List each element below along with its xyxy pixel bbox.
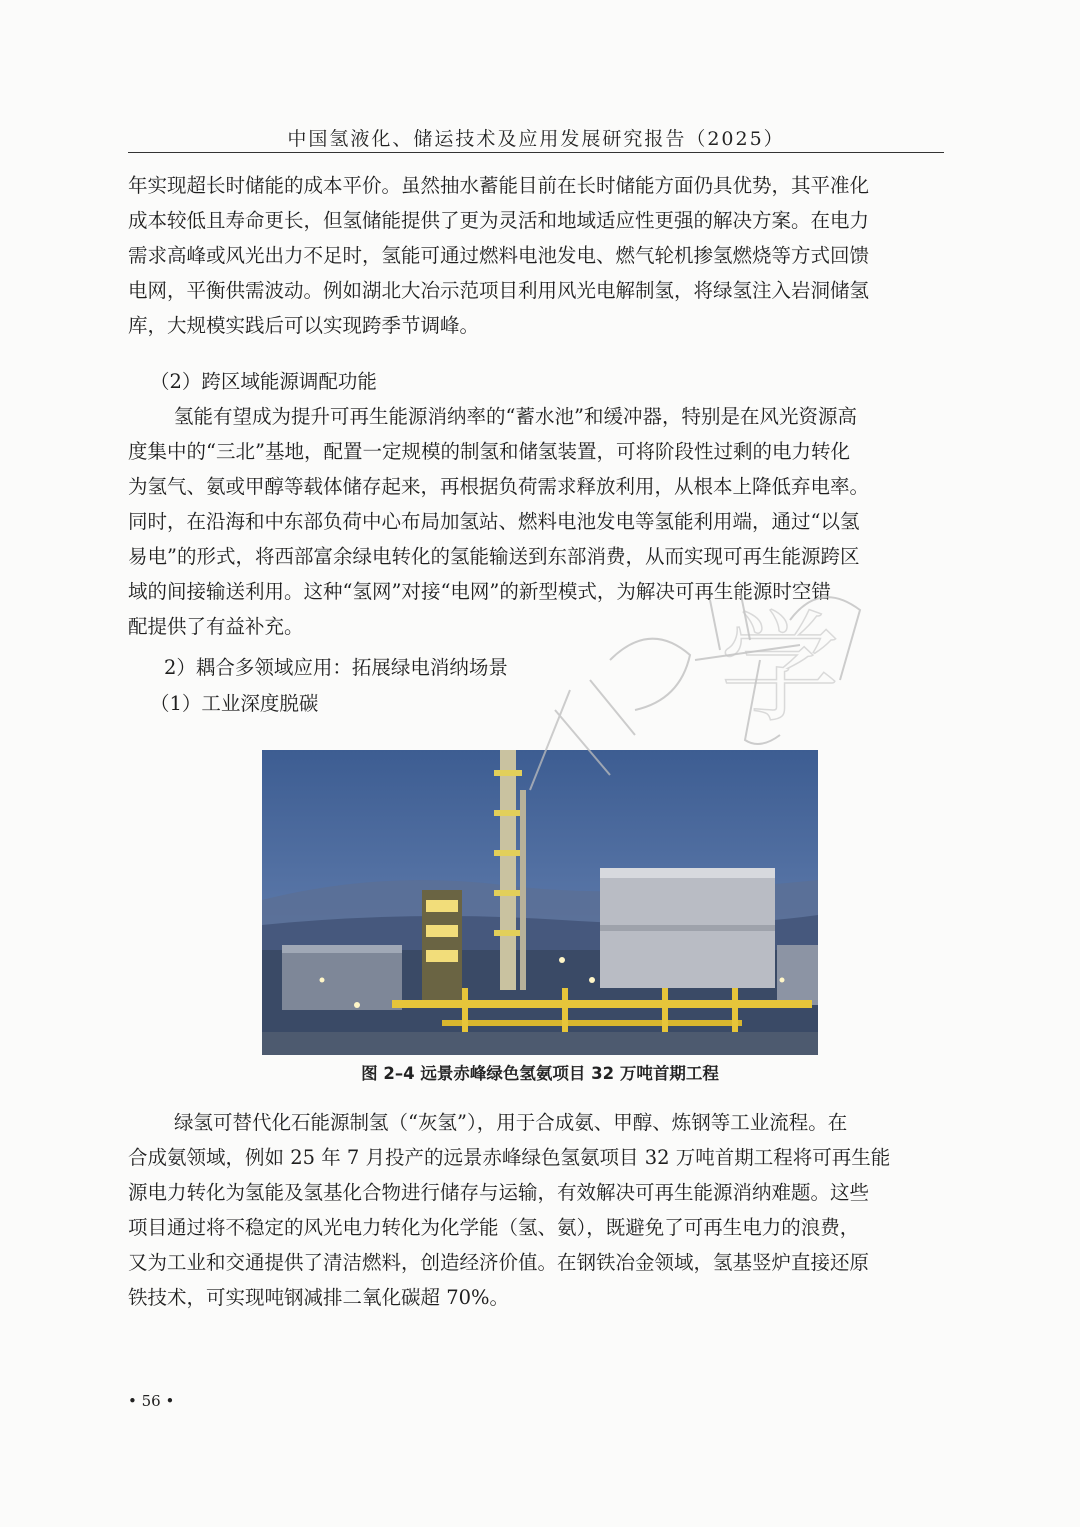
paragraph-line: 又为工业和交通提供了清洁燃料，创造经济价值。在钢铁冶金领域，氢基竖炉直接还原 (128, 1251, 870, 1274)
paragraph-line: 合成氨领域，例如 25 年 7 月投产的远景赤峰绿色氢氨项目 32 万吨首期工程将可再生能 (128, 1146, 891, 1169)
paragraph-3 (128, 1105, 950, 1315)
paragraph-line: 易电”的形式，将西部富余绿电转化的氢能输送到东部消费，从而实现可再生能源跨区 (128, 545, 860, 568)
header-rule (128, 152, 944, 153)
paragraph-line: 电网，平衡供需波动。例如湖北大冶示范项目利用风光电解制氢，将绿氢注入岩洞储氢 (128, 279, 870, 302)
paragraph-line: 氢能有望成为提升可再生能源消纳率的“蓄水池”和缓冲器，特别是在风光资源高 (174, 405, 857, 428)
paragraph-line: 需求高峰或风光出力不足时，氢能可通过燃料电池发电、燃气轮机掺氢燃烧等方式回馈 (128, 244, 870, 267)
paragraph-line: 配提供了有益补充。 (128, 615, 304, 638)
paragraph-line: 同时，在沿海和中东部负荷中心布局加氢站、燃料电池发电等氢能利用端，通过“以氢 (128, 510, 860, 533)
paragraph-2 (128, 399, 950, 644)
paragraph-line: 源电力转化为氢能及氢基化合物进行储存与运输，有效解决可再生能源消纳难题。这些 (128, 1181, 870, 1204)
section-heading-cross-region: （2）跨区域能源调配功能 (150, 370, 377, 393)
paragraph-1 (128, 168, 950, 343)
section-heading-multi-domain: 2）耦合多领域应用：拓展绿电消纳场景 (164, 656, 508, 679)
paragraph-line: 成本较低且寿命更长，但氢储能提供了更为灵活和地域适应性更强的解决方案。在电力 (128, 209, 870, 232)
plant-photo-illustration (262, 750, 818, 1055)
paragraph-line: 铁技术，可实现吨钢减排二氧化碳超 70%。 (128, 1286, 510, 1309)
paragraph-line: 绿氢可替代化石能源制氢（“灰氢”），用于合成氨、甲醇、炼钢等工业流程。在 (174, 1111, 848, 1134)
paragraph-line: 度集中的“三北”基地，配置一定规模的制氢和储氢装置，可将阶段性过剩的电力转化 (128, 440, 850, 463)
page-number: • 56 • (128, 1392, 175, 1410)
watermark-glyph: 学 (720, 600, 840, 739)
paragraph-line: 为氢气、氨或甲醇等载体储存起来，再根据负荷需求释放利用，从根本上降低弃电率。 (128, 475, 870, 498)
paragraph-line: 项目通过将不稳定的风光电力转化为化学能（氢、氨），既避免了可再生电力的浪费， (128, 1216, 860, 1239)
figure-photo (262, 750, 818, 1055)
running-header: 中国氢液化、储运技术及应用发展研究报告（2025） (287, 128, 785, 150)
paragraph-line: 域的间接输送利用。这种“氢网”对接“电网”的新型模式，为解决可再生能源时空错 (128, 580, 831, 603)
section-heading-industry: （1）工业深度脱碳 (150, 692, 319, 715)
figure-caption: 图 2–4 远景赤峰绿色氢氨项目 32 万吨首期工程 (361, 1064, 719, 1083)
paragraph-line: 年实现超长时储能的成本平价。虽然抽水蓄能目前在长时储能方面仍具优势，其平准化 (128, 174, 870, 197)
paragraph-line: 库，大规模实践后可以实现跨季节调峰。 (128, 314, 480, 337)
